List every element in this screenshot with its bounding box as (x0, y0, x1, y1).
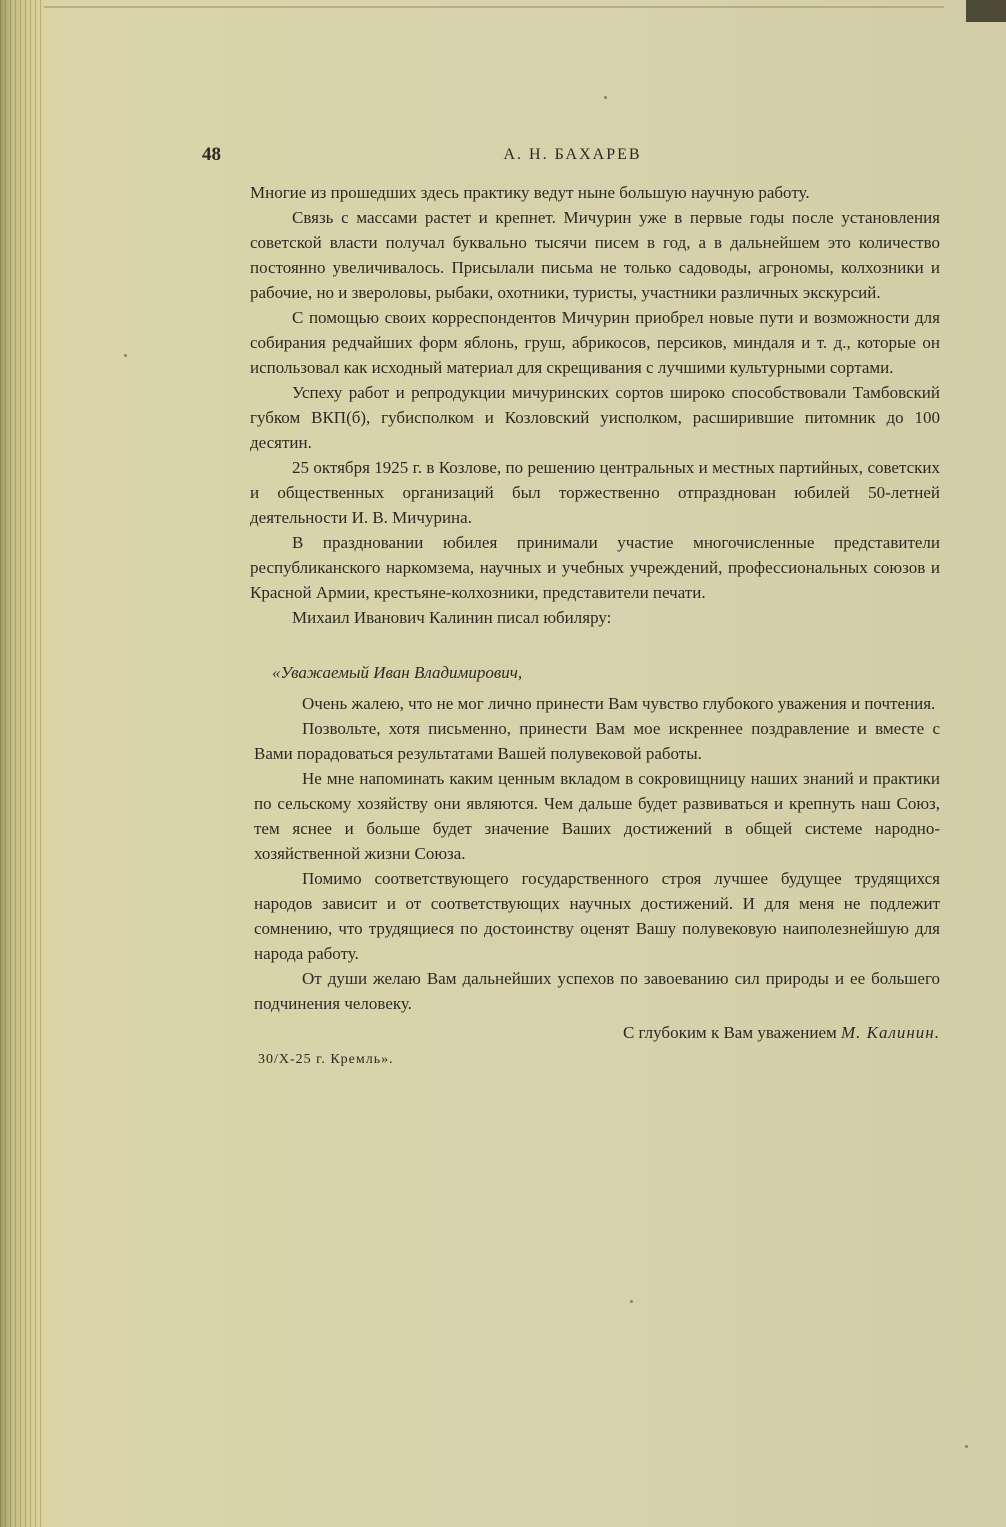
paragraph: Михаил Иванович Калинин писал юбиляру: (292, 608, 612, 627)
paper-speck (630, 1300, 633, 1303)
paper-speck (124, 354, 127, 357)
scan-corner-shadow (966, 0, 1006, 22)
book-page (200, 140, 945, 1071)
letter-paragraph: Позвольте, хотя письменно, принести Вам мое искреннее поздравление и вместе с Вами порадоваться результатами Вашей полувековой работы. (254, 719, 940, 763)
paragraph: С помощью своих корреспондентов Мичурин приобрел новые пути и возможности для собирания редчайших форм яблонь, груш, абрикосов, персиков, миндаля и т. д., которые он использовал как исходный материал для скрещивания с лучшими культурными сортами. (250, 308, 940, 377)
paper-speck (965, 1445, 968, 1448)
letter-paragraph: Помимо соответствующего государственного строя лучшее будущее трудящихся народов зависит и от соответствующих научных достижений. И для меня не подлежит сомнению, что трудящиеся по достоинству оценят Вашу полувековую наиполезнейшую для народа работу. (254, 869, 940, 963)
quoted-letter (254, 660, 940, 1071)
page-number: 48 (202, 144, 221, 165)
paragraph: Успеху работ и репродукции мичуринских сортов широко способствовали Тамбовский губком ВКП(б), губисполком и Козловский уисполком, расширившие питомник до 100 десятин. (250, 383, 940, 452)
paper-speck (604, 96, 607, 99)
page-body (250, 180, 940, 1071)
paragraph: 25 октября 1925 г. в Козлове, по решению центральных и местных партийных, советских и общественных организаций был торжественно отпразднован юбилей 50-летней деятельности И. В. Мичурина. (250, 458, 940, 527)
paragraph: Связь с массами растет и крепнет. Мичурин уже в первые годы после установления советской власти получал буквально тысячи писем в год, а в дальнейшем это количество постоянно увеличивалось. Присылали письма не только садоводы, агрономы, колхозники и рабочие, но и звероловы, рыбаки, охотники, туристы, участники различных экскурсий. (250, 208, 940, 302)
page-header (200, 140, 945, 180)
paragraph: Многие из прошедших здесь практику ведут ныне большую научную работу. (250, 183, 810, 202)
page-top-edge (44, 6, 944, 8)
letter-closing (254, 1020, 940, 1045)
letter-paragraph: От души желаю Вам дальнейших успехов по завоеванию сил природы и ее большего подчинения человеку. (254, 969, 940, 1013)
paragraph: В праздновании юбилея принимали участие многочисленные представители республиканского наркомзема, научных и учебных учреждений, профессиональных союзов и Красной Армии, крестьяне-колхозники, представители печати. (250, 533, 940, 602)
letter-salutation: «Уважаемый Иван Владимирович, (272, 663, 523, 682)
closing-phrase: С глубоким к Вам уважением (622, 1023, 837, 1042)
running-head: А. Н. БАХАРЕВ (503, 146, 642, 163)
letter-dateline: 30/X-25 г. Кремль». (258, 1052, 394, 1067)
book-spine-edge (0, 0, 44, 1527)
signature-name: М. Калинин. (841, 1023, 940, 1042)
letter-paragraph: Очень жалею, что не мог лично принести Вам чувство глубокого уважения и почтения. (302, 694, 936, 713)
letter-paragraph: Не мне напоминать каким ценным вкладом в сокровищницу наших знаний и практики по сельскому хозяйству они являются. Чем дальше будет развиваться и крепнуть наш Союз, тем яснее и больше будет значение Ваших достижений в общей системе народно-хозяйственной жизни Союза. (254, 769, 940, 863)
